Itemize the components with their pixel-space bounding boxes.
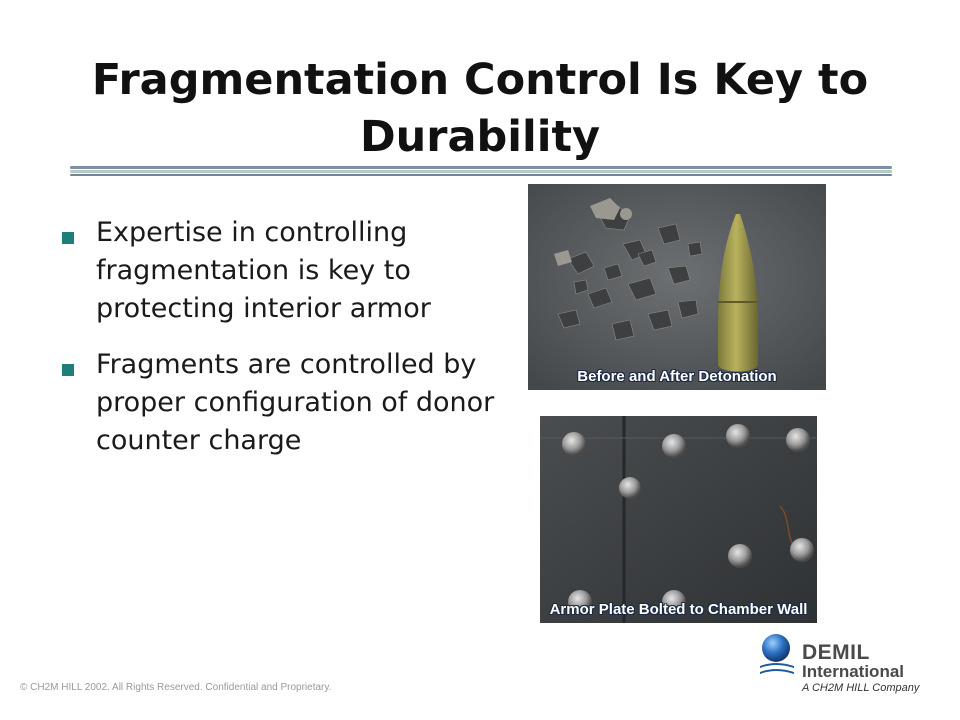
title-divider [70, 166, 892, 178]
title-divider-line [70, 170, 892, 173]
square-bullet-icon [62, 232, 74, 244]
title-divider-line [70, 174, 892, 176]
bullet-list [58, 214, 518, 478]
armor-plate-photo [540, 416, 817, 623]
armor-plate-photo-graphic [540, 416, 817, 623]
bullet-item [58, 214, 518, 328]
logo-wordmark: DEMIL [802, 641, 870, 664]
photo-caption: Armor Plate Bolted to Chamber Wall [549, 601, 808, 618]
company-logo [758, 632, 928, 694]
copyright-footer: © CH2M HILL 2002. All Rights Reserved. Confidential and Proprietary. [20, 682, 332, 693]
detonation-photo [528, 184, 826, 390]
photo-caption: Before and After Detonation [577, 368, 777, 385]
bullet-item [58, 346, 518, 460]
logo-wordmark-sub: International [802, 662, 905, 681]
detonation-photo-graphic [528, 184, 826, 390]
bullet-text: Expertise in controlling fragmentation is key to protecting interior armor [96, 217, 431, 324]
logo-tagline: A CH2M HILL Company [802, 682, 920, 694]
globe-icon [758, 632, 798, 690]
slide-title: Fragmentation Control Is Key to Durability [91, 55, 869, 162]
title-divider-line [70, 166, 892, 169]
square-bullet-icon [62, 364, 74, 376]
bullet-text: Fragments are controlled by proper configuration of donor counter charge [96, 349, 495, 456]
